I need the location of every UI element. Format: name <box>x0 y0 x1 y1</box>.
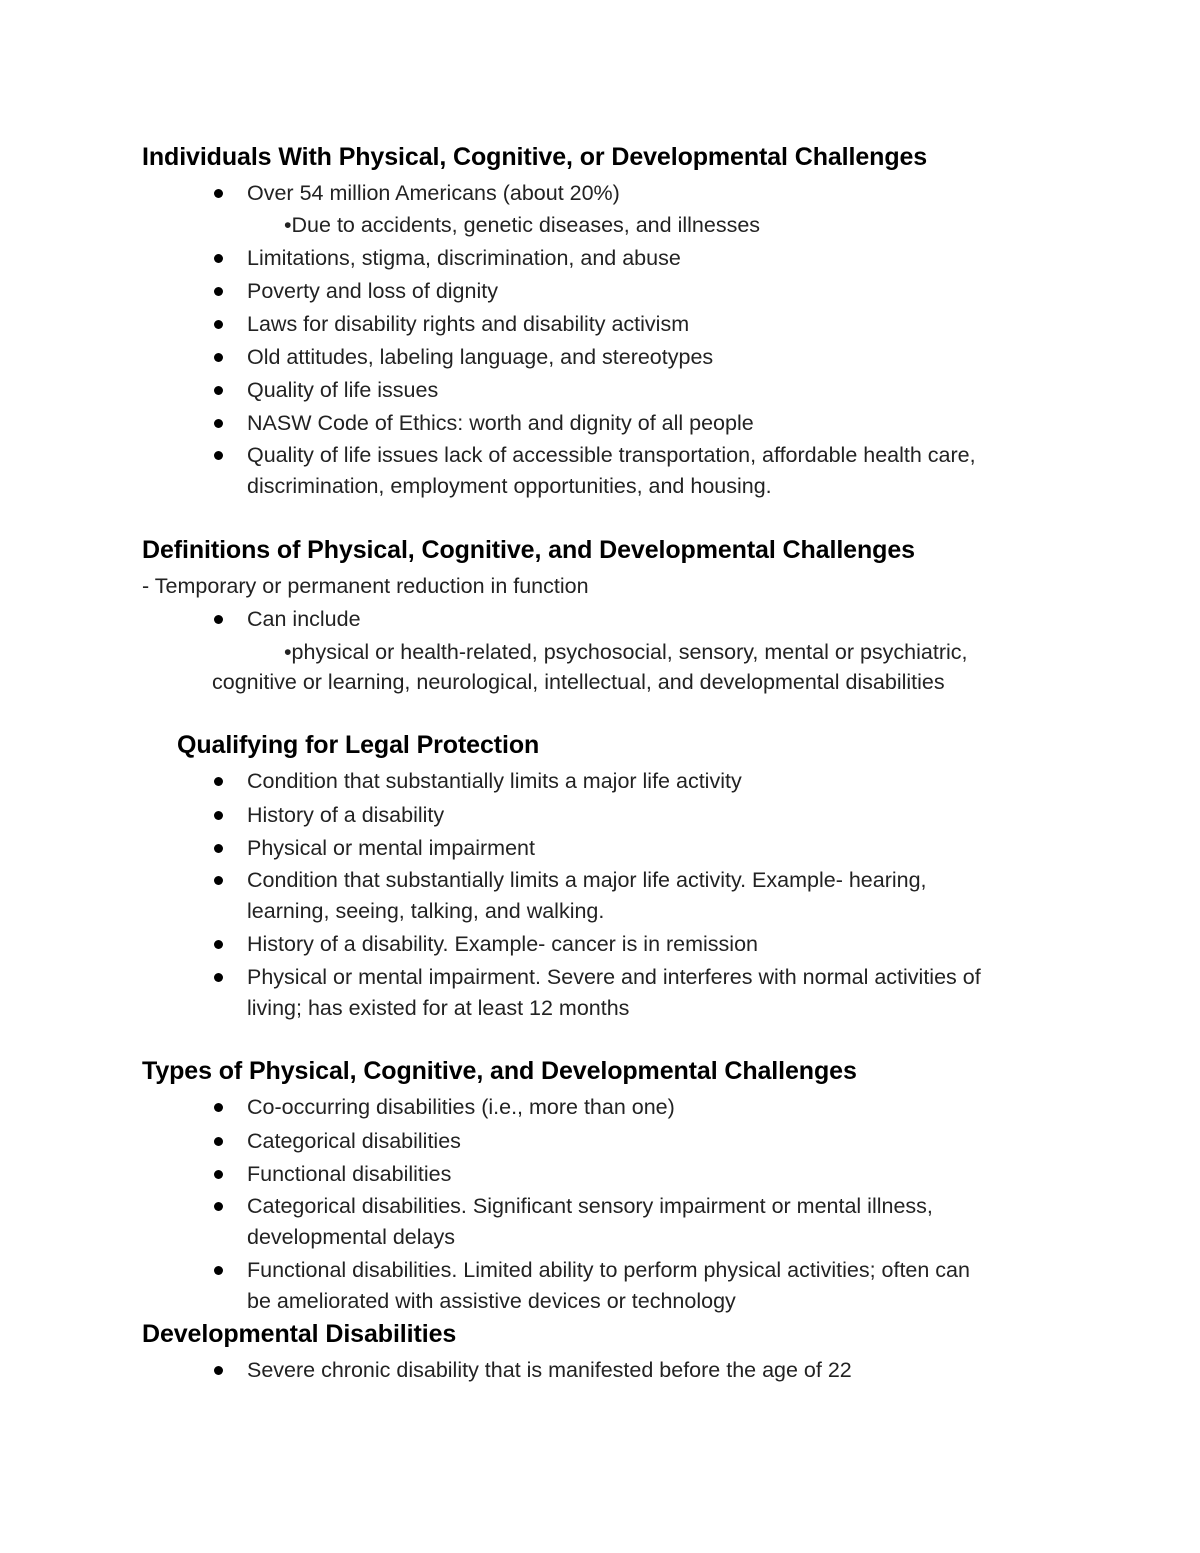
list-item: Poverty and loss of dignity <box>247 279 498 303</box>
bullet-icon <box>214 1137 223 1146</box>
list-item: Old attitudes, labeling language, and stereotypes <box>247 345 714 369</box>
section-heading-legal-protection: Qualifying for Legal Protection <box>177 731 540 759</box>
list-item: Functional disabilities. Limited ability to perform physical activities; often can <box>247 1258 970 1282</box>
bullet-icon <box>214 419 223 428</box>
bullet-icon <box>214 1202 223 1211</box>
bullet-icon <box>214 973 223 982</box>
list-item: Categorical disabilities <box>247 1129 461 1153</box>
list-item: History of a disability. Example- cancer is in remission <box>247 932 758 956</box>
list-item: Quality of life issues lack of accessible transportation, affordable health care, <box>247 443 976 467</box>
sub-item-continuation: cognitive or learning, neurological, intellectual, and developmental disabilities <box>212 670 945 694</box>
bullet-icon <box>214 844 223 853</box>
list-item: Physical or mental impairment. Severe and interferes with normal activities of <box>247 965 981 989</box>
sub-item: •physical or health-related, psychosocial, sensory, mental or psychiatric, <box>284 640 968 664</box>
section-heading-definitions: Definitions of Physical, Cognitive, and Developmental Challenges <box>142 536 915 564</box>
list-item-continuation: developmental delays <box>247 1225 455 1249</box>
list-item-continuation: living; has existed for at least 12 months <box>247 996 630 1020</box>
bullet-icon <box>214 287 223 296</box>
list-item-continuation: discrimination, employment opportunities, and housing. <box>247 474 772 498</box>
bullet-icon <box>214 876 223 885</box>
list-item: NASW Code of Ethics: worth and dignity of all people <box>247 411 754 435</box>
list-item: Over 54 million Americans (about 20%) <box>247 181 620 205</box>
list-item: Condition that substantially limits a major life activity. Example- hearing, <box>247 868 927 892</box>
list-item: Can include <box>247 607 361 631</box>
dash-line: - Temporary or permanent reduction in function <box>142 574 589 598</box>
list-item: Limitations, stigma, discrimination, and abuse <box>247 246 681 270</box>
section-heading-individuals: Individuals With Physical, Cognitive, or Developmental Challenges <box>142 143 928 171</box>
bullet-icon <box>214 615 223 624</box>
bullet-icon <box>214 189 223 198</box>
bullet-icon <box>214 777 223 786</box>
bullet-icon <box>214 451 223 460</box>
bullet-icon <box>214 254 223 263</box>
bullet-icon <box>214 1170 223 1179</box>
list-item: Severe chronic disability that is manifested before the age of 22 <box>247 1358 852 1382</box>
list-item: History of a disability <box>247 803 445 827</box>
bullet-icon <box>214 1366 223 1375</box>
bullet-icon <box>214 811 223 820</box>
section-heading-types: Types of Physical, Cognitive, and Developmental Challenges <box>142 1057 857 1085</box>
list-item: Functional disabilities <box>247 1162 452 1186</box>
list-item-continuation: be ameliorated with assistive devices or technology <box>247 1289 736 1313</box>
section-heading-developmental: Developmental Disabilities <box>142 1320 457 1348</box>
list-item-continuation: learning, seeing, talking, and walking. <box>247 899 605 923</box>
list-item: Physical or mental impairment <box>247 836 535 860</box>
list-item: Co-occurring disabilities (i.e., more than one) <box>247 1095 675 1119</box>
bullet-icon <box>214 940 223 949</box>
list-item: Categorical disabilities. Significant sensory impairment or mental illness, <box>247 1194 933 1218</box>
list-item: Quality of life issues <box>247 378 439 402</box>
list-item: Laws for disability rights and disability activism <box>247 312 690 336</box>
bullet-icon <box>214 353 223 362</box>
list-item: Condition that substantially limits a major life activity <box>247 769 742 793</box>
bullet-icon <box>214 386 223 395</box>
bullet-icon <box>214 320 223 329</box>
sub-item: •Due to accidents, genetic diseases, and illnesses <box>284 213 761 237</box>
bullet-icon <box>214 1103 223 1112</box>
bullet-icon <box>214 1266 223 1275</box>
